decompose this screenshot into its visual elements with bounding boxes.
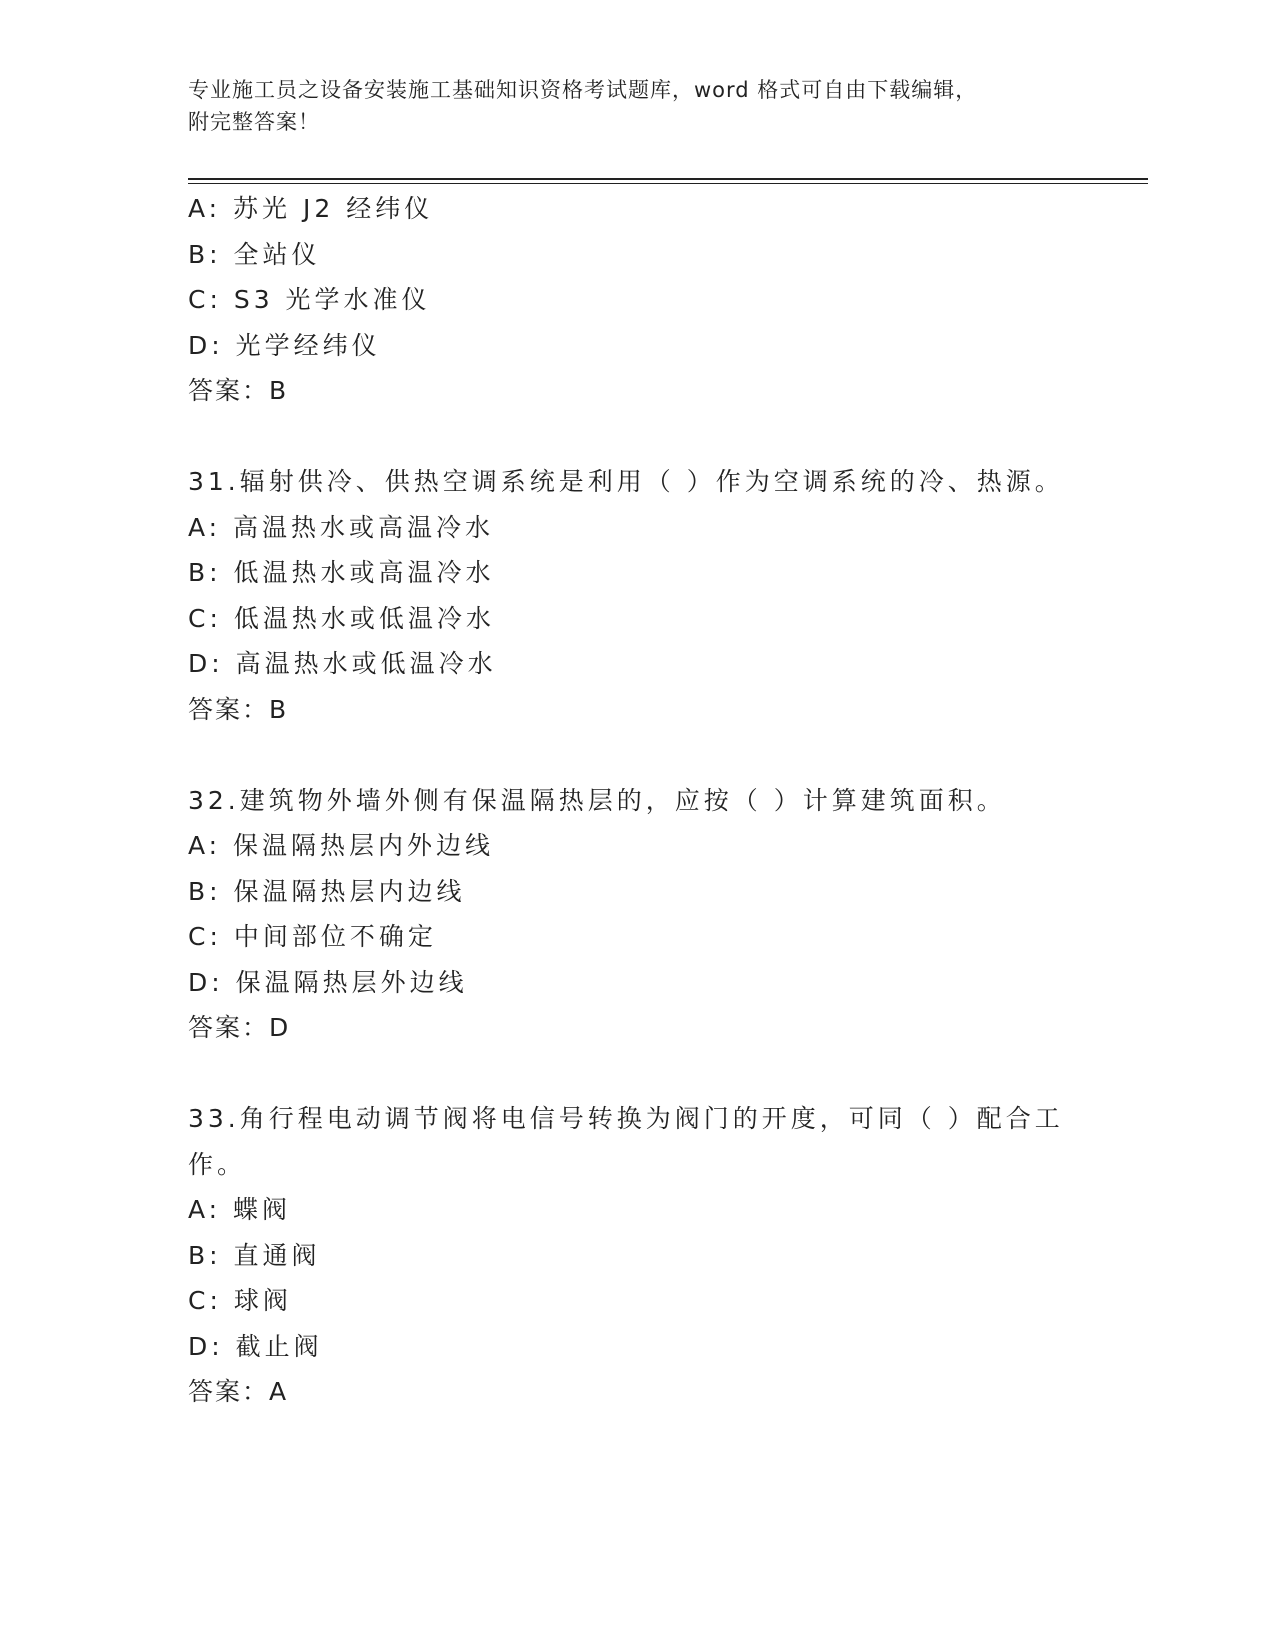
question-33 — [188, 1096, 1088, 1415]
question-32 — [188, 778, 1088, 1051]
q31-option-a: A: 高温热水或高温冷水 — [188, 512, 495, 542]
header-divider-thin — [188, 183, 1148, 184]
q31-answer: 答案：B — [188, 694, 289, 724]
q32-answer: 答案：D — [188, 1013, 291, 1042]
q30-option-a: A: 苏光 J2 经纬仪 — [188, 194, 434, 223]
header-line-1: 专业施工员之设备安装施工基础知识资格考试题库，word 格式可自由下载编辑， — [188, 78, 978, 102]
q33-option-c: C: 球阀 — [188, 1286, 292, 1315]
q30-option-d: D: 光学经纬仪 — [188, 330, 381, 360]
q33-option-b: B: 直通阀 — [188, 1240, 321, 1270]
q33-option-d: D: 截止阀 — [188, 1331, 323, 1361]
q31-option-b: B: 低温热水或高温冷水 — [188, 558, 495, 587]
q30-option-b: B: 全站仪 — [188, 239, 321, 269]
question-31 — [188, 459, 1088, 732]
q30-answer: 答案：B — [188, 376, 289, 405]
q31-text: 31.辐射供冷、供热空调系统是利用（ ）作为空调系统的冷、热源。 — [188, 467, 1064, 496]
q32-option-a: A: 保温隔热层内外边线 — [188, 831, 495, 860]
q31-option-d: D: 高温热水或低温冷水 — [188, 649, 497, 678]
header-line-2: 附完整答案！ — [188, 110, 320, 134]
q32-option-c: C: 中间部位不确定 — [188, 922, 437, 951]
q32-option-b: B: 保温隔热层内边线 — [188, 876, 466, 906]
spacer — [188, 1051, 1088, 1097]
q33-text-line-2: 作。 — [188, 1149, 247, 1179]
q33-answer: 答案：A — [188, 1377, 289, 1406]
header-divider-thick — [188, 178, 1148, 180]
q33-option-a: A: 蝶阀 — [188, 1195, 292, 1224]
question-list — [188, 186, 1088, 1415]
q31-option-c: C: 低温热水或低温冷水 — [188, 603, 495, 633]
document-header — [188, 74, 1068, 138]
spacer — [188, 732, 1088, 778]
q30-option-c: C: S3 光学水准仪 — [188, 285, 431, 314]
q32-text: 32.建筑物外墙外侧有保温隔热层的，应按（ ）计算建筑面积。 — [188, 785, 1006, 815]
spacer — [188, 414, 1088, 460]
question-30-continued — [188, 186, 1088, 414]
q32-option-d: D: 保温隔热层外边线 — [188, 967, 468, 997]
q33-text-line-1: 33.角行程电动调节阀将电信号转换为阀门的开度，可同（ ）配合工 — [188, 1104, 1064, 1133]
